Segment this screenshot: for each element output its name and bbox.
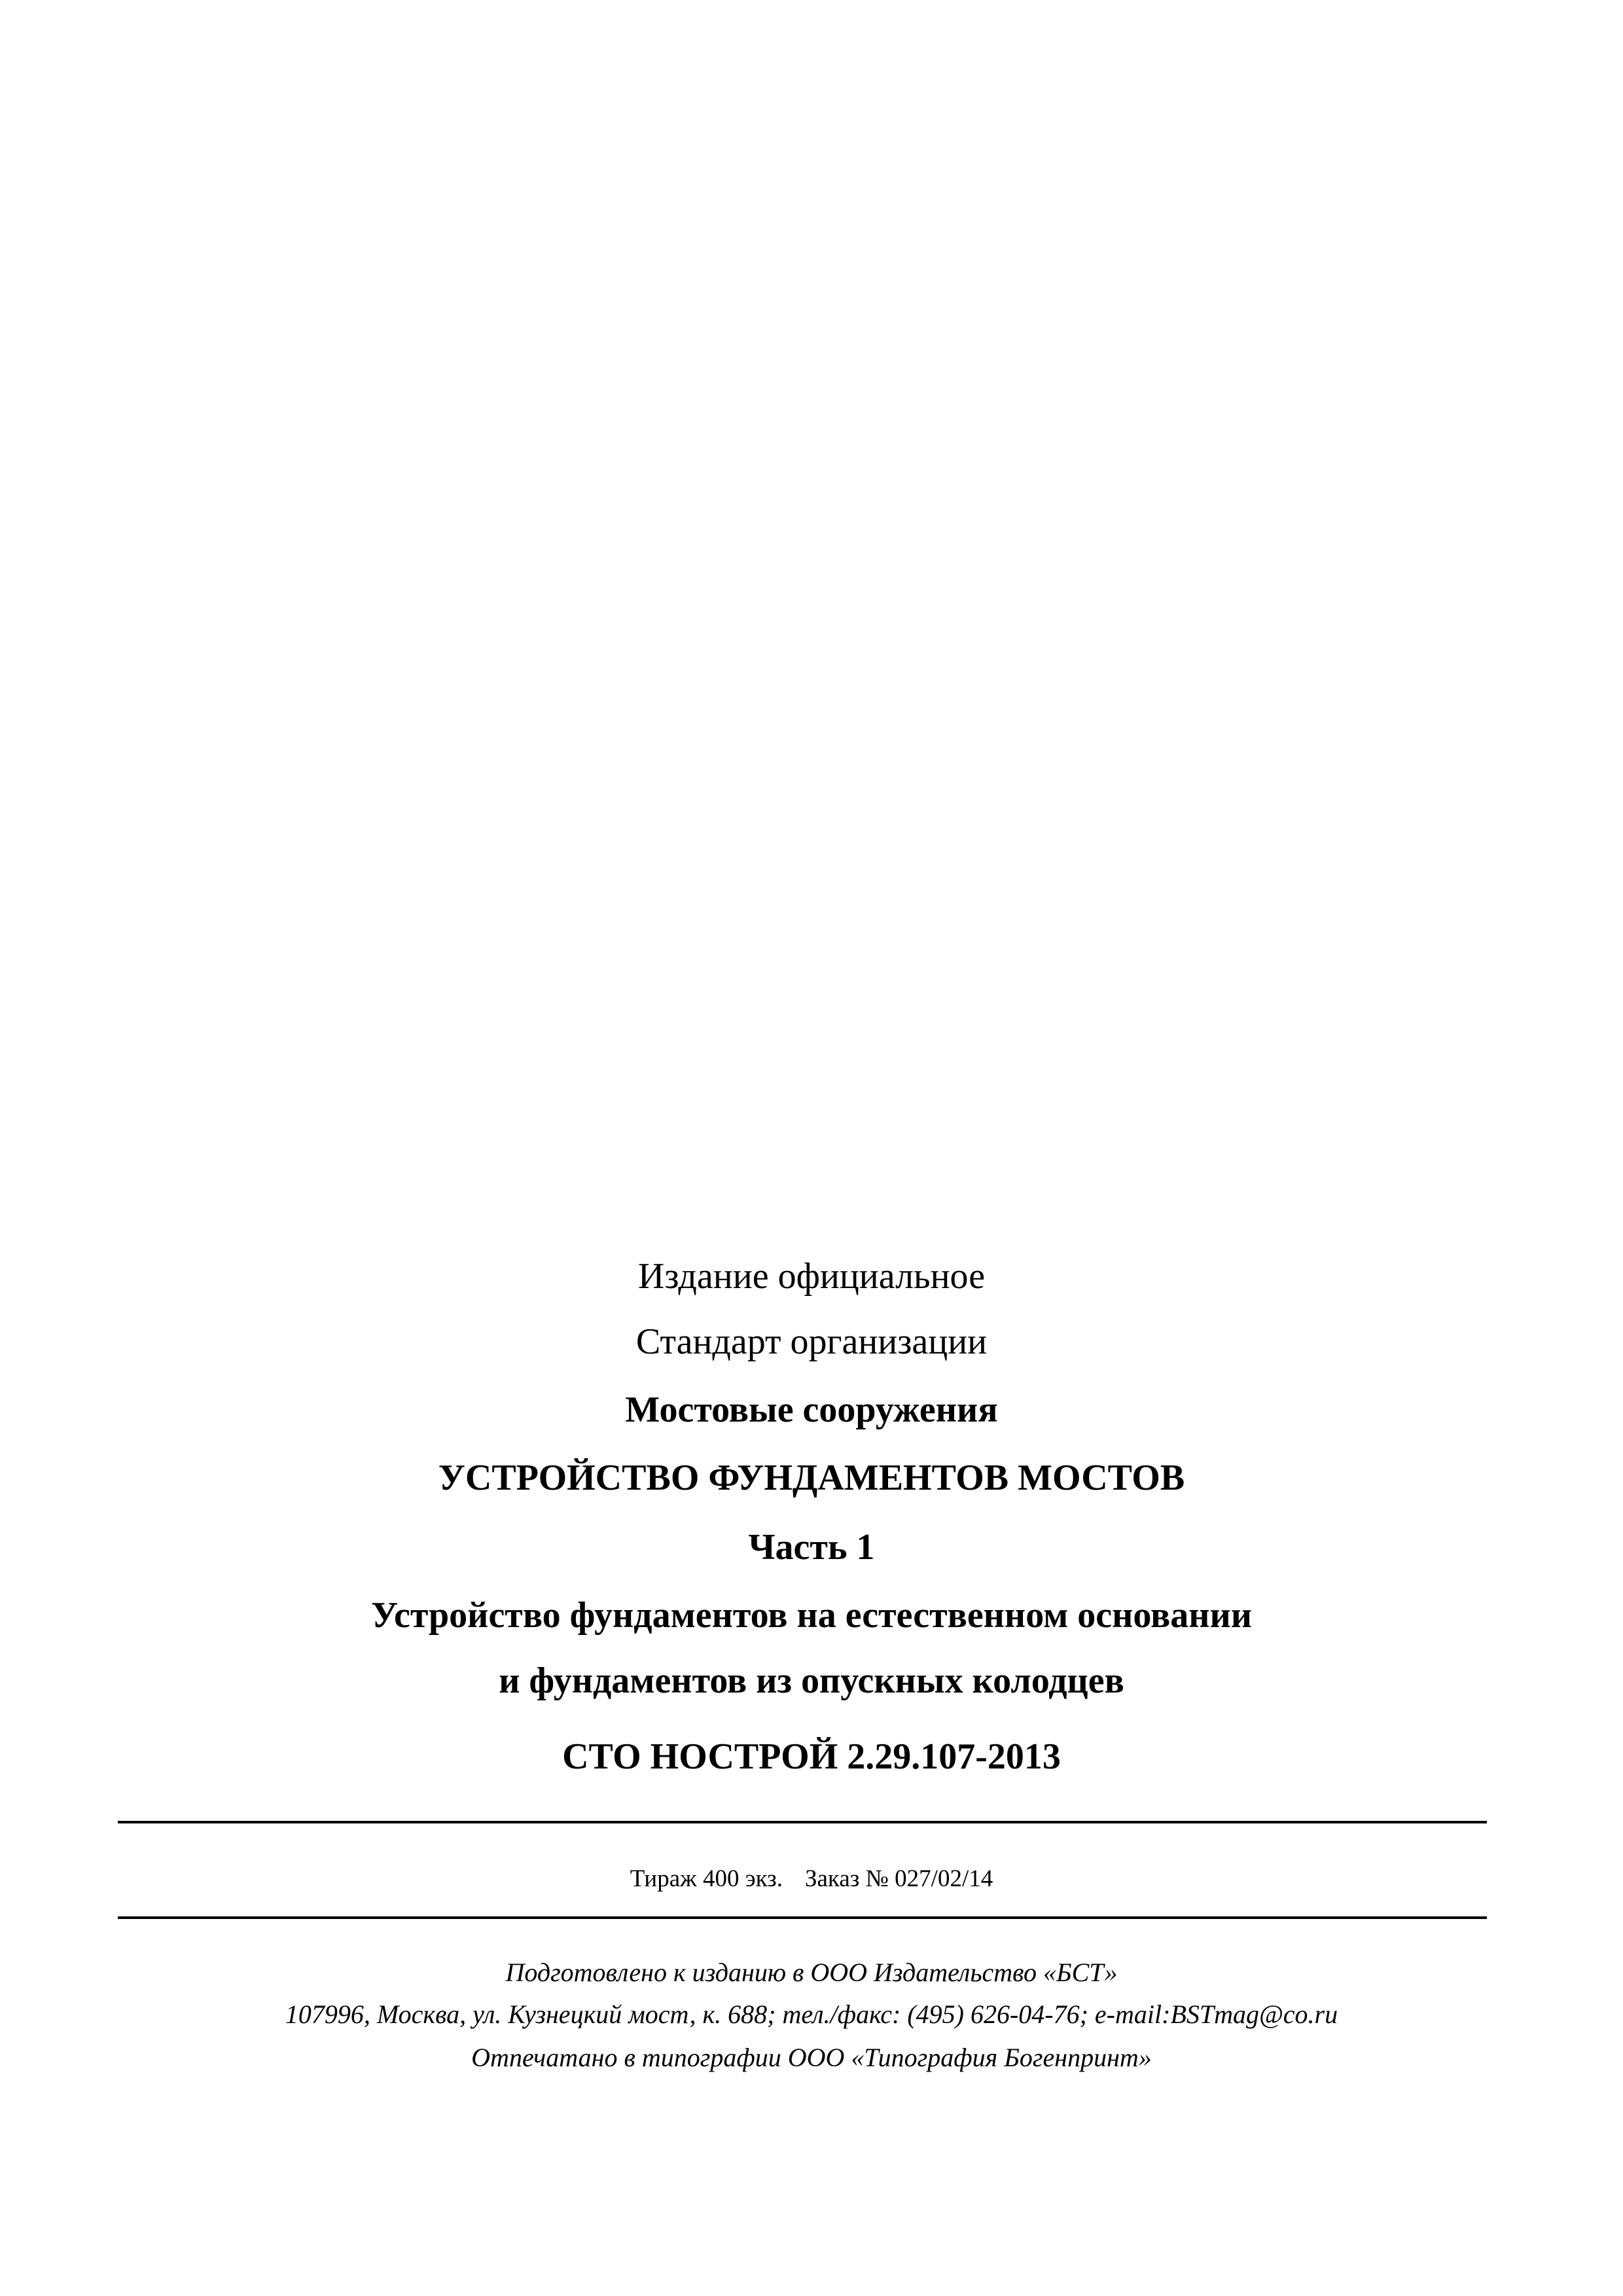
prepared-by-text: Подготовлено к изданию в ООО Издательство «БСТ» <box>505 1958 1118 1987</box>
official-edition-label: Издание официальное <box>637 1256 986 1297</box>
order-text: Заказ № 027/02/14 <box>804 1865 993 1892</box>
subtitle-line-2: и фундаментов из опускных колодцев <box>499 1660 1124 1701</box>
bottom-divider <box>118 1916 1487 1919</box>
top-divider <box>118 1821 1487 1823</box>
subject-heading: Мостовые сооружения <box>625 1390 998 1430</box>
subtitle-line-1: Устройство фундаментов на естественном основании <box>370 1595 1253 1636</box>
publisher-address: 107996, Москва, ул. Кузнецкий мост, к. 688; тел./факс: (495) 626-04-76; e-mail:BSTmag@co.ru <box>285 2000 1338 2029</box>
print-info-line <box>0 1867 1623 1891</box>
printed-by-text: Отпечатано в типографии ООО «Типография Богенпринт» <box>471 2043 1152 2072</box>
circulation-text: Тираж 400 экз. <box>630 1865 783 1892</box>
standard-code: СТО НОСТРОЙ 2.29.107-2013 <box>562 1736 1061 1777</box>
part-label: Часть 1 <box>748 1527 875 1568</box>
standard-type-label: Стандарт организации <box>635 1321 988 1362</box>
document-title: УСТРОЙСТВО ФУНДАМЕНТОВ МОСТОВ <box>438 1458 1185 1498</box>
